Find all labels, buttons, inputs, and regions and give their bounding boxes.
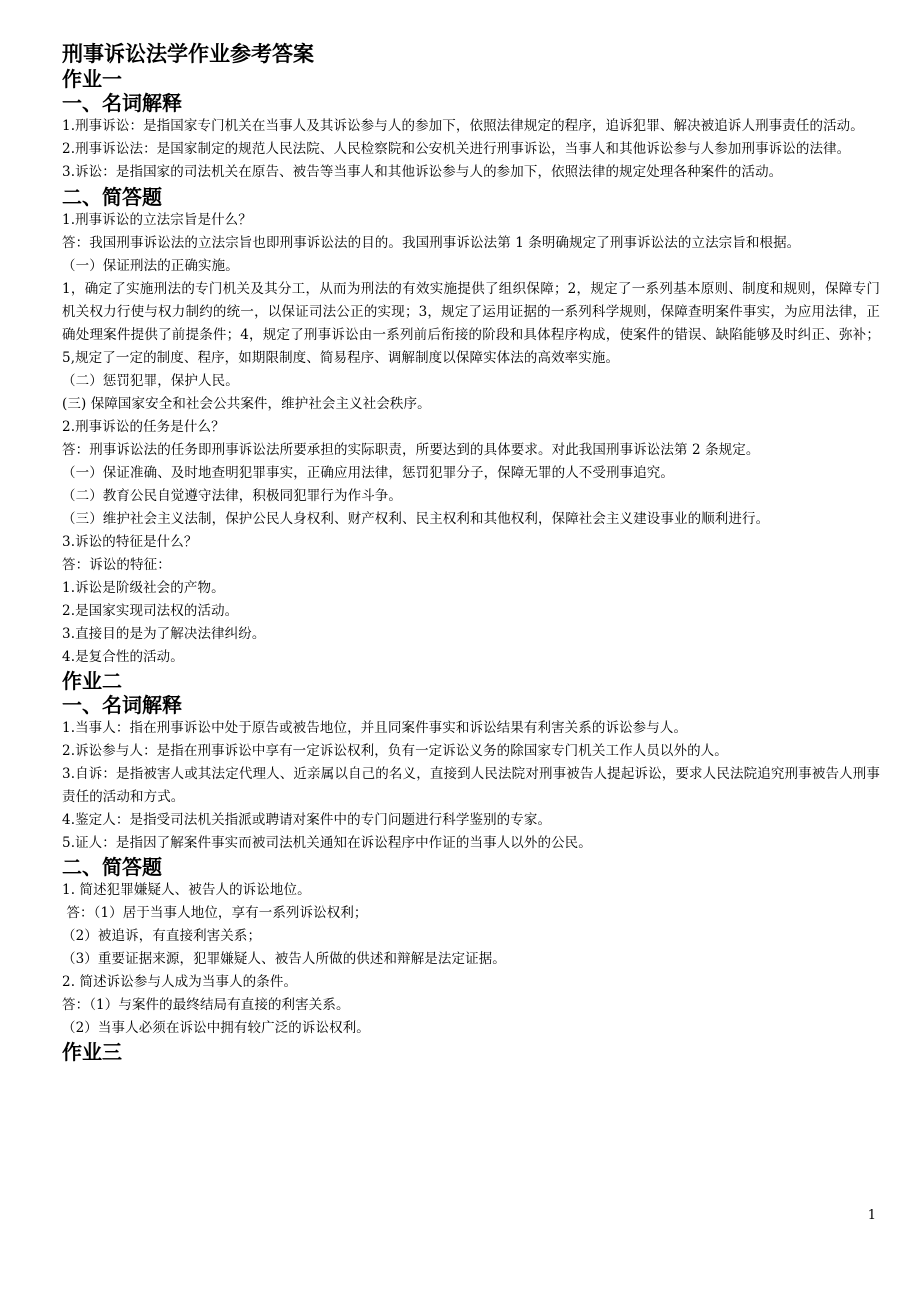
assignment-3-heading: 作业三 xyxy=(62,1040,122,1064)
answer-paragraph: （一）保证准确、及时地查明犯罪事实，正确应用法律，惩罚犯罪分子，保障无罪的人不受刑事追究。 xyxy=(62,465,674,481)
answer-paragraph: 2.是国家实现司法权的活动。 xyxy=(62,603,239,619)
answer-paragraph: 4.是复合性的活动。 xyxy=(62,649,184,665)
answer-paragraph: （3）重要证据来源，犯罪嫌疑人、被告人所做的供述和辩解是法定证据。 xyxy=(62,951,506,967)
answer-paragraph: （二）惩罚犯罪，保护人民。 xyxy=(62,373,239,389)
question: 1. 简述犯罪嫌疑人、被告人的诉讼地位。 xyxy=(62,882,311,898)
answer-paragraph: 1，确定了实施刑法的专门机关及其分工，从而为刑法的有效实施提供了组织保障；2，规定了一系列基本原则、制度和规则，保障专门机关权力行使与权力制约的统一，以保证司法公正的实现；3，规定了运用证据的一系列科学规则，保障查明案件事实，为应用法律，正确处理案件提供了前提条件；4，规定了刑事诉讼由一系列前后衔接的阶段和具体程序构成，使案件的错误、缺陷能够及时纠正、弥补；5,规定了一定的制度、程序，如期限制度、简易程序、调解制度以保障实体法的高效率实施。 xyxy=(62,281,880,366)
assignment-1-section-2-heading: 二、简答题 xyxy=(62,185,162,209)
answer-paragraph: （2）当事人必须在诉讼中拥有较广泛的诉讼权利。 xyxy=(62,1020,370,1036)
assignment-1-heading: 作业一 xyxy=(62,67,122,91)
definition-item: 3.自诉：是指被害人或其法定代理人、近亲属以自己的名义，直接到人民法院对刑事被告人提起诉讼，要求人民法院追究刑事被告人刑事责任的活动和方式。 xyxy=(62,766,880,805)
question: 1.刑事诉讼的立法宗旨是什么？ xyxy=(62,212,252,228)
page-number: 1 xyxy=(867,1208,876,1223)
answer-paragraph: 答：刑事诉讼法的任务即刑事诉讼法所要承担的实际职责，所要达到的具体要求。对此我国刑事诉讼法第 2 条规定。 xyxy=(62,442,760,458)
question: 2.刑事诉讼的任务是什么？ xyxy=(62,419,225,435)
definition-item: 1.刑事诉讼：是指国家专门机关在当事人及其诉讼参与人的参加下，依照法律规定的程序，追诉犯罪、解决被追诉人刑事责任的活动。 xyxy=(62,118,864,134)
assignment-1-section-1-heading: 一、名词解释 xyxy=(62,91,182,115)
answer-paragraph: 答：诉讼的特征： xyxy=(62,557,171,573)
answer-paragraph: (三) 保障国家安全和社会公共案件，维护社会主义社会秩序。 xyxy=(62,396,431,412)
answer-paragraph: （2）被追诉，有直接利害关系； xyxy=(62,928,262,944)
answer-paragraph: 1.诉讼是阶级社会的产物。 xyxy=(62,580,225,596)
definition-item: 1.当事人：指在刑事诉讼中处于原告或被告地位，并且同案件事实和诉讼结果有利害关系的诉讼参与人。 xyxy=(62,720,688,736)
assignment-2-heading: 作业二 xyxy=(62,669,122,693)
answer-paragraph: （三）维护社会主义法制，保护公民人身权利、财产权利、民主权利和其他权利，保障社会主义建设事业的顺利进行。 xyxy=(62,511,770,527)
definition-item: 5.证人：是指因了解案件事实而被司法机关通知在诉讼程序中作证的当事人以外的公民。 xyxy=(62,835,592,851)
answer-paragraph: （一）保证刑法的正确实施。 xyxy=(62,258,239,274)
answer-paragraph: 答：（1）与案件的最终结局有直接的利害关系。 xyxy=(62,997,350,1013)
definition-item: 2.刑事诉讼法：是国家制定的规范人民法院、人民检察院和公安机关进行刑事诉讼，当事人和其他诉讼参与人参加刑事诉讼的法律。 xyxy=(62,141,851,157)
question: 2. 简述诉讼参与人成为当事人的条件。 xyxy=(62,974,298,990)
question: 3.诉讼的特征是什么？ xyxy=(62,534,198,550)
assignment-2-section-2-heading: 二、简答题 xyxy=(62,855,162,879)
definition-item: 3.诉讼：是指国家的司法机关在原告、被告等当事人和其他诉讼参与人的参加下，依照法律的规定处理各种案件的活动。 xyxy=(62,164,783,180)
assignment-2-section-1-heading: 一、名词解释 xyxy=(62,693,182,717)
answer-paragraph: 答：我国刑事诉讼法的立法宗旨也即刑事诉讼法的目的。我国刑事诉讼法第 1 条明确规定了刑事诉讼法的立法宗旨和根据。 xyxy=(62,235,801,251)
document-body xyxy=(62,42,880,1064)
answer-paragraph: （二）教育公民自觉遵守法律，积极同犯罪行为作斗争。 xyxy=(62,488,402,504)
document-title: 刑事诉讼法学作业参考答案 xyxy=(62,42,314,66)
answer-paragraph: 答：（1）居于当事人地位，享有一系列诉讼权利； xyxy=(62,905,368,921)
definition-item: 2.诉讼参与人：是指在刑事诉讼中享有一定诉讼权利，负有一定诉讼义务的除国家专门机关工作人员以外的人。 xyxy=(62,743,728,759)
definition-item: 4.鉴定人：是指受司法机关指派或聘请对案件中的专门问题进行科学鉴别的专家。 xyxy=(62,812,552,828)
answer-paragraph: 3.直接目的是为了解决法律纠纷。 xyxy=(62,626,266,642)
